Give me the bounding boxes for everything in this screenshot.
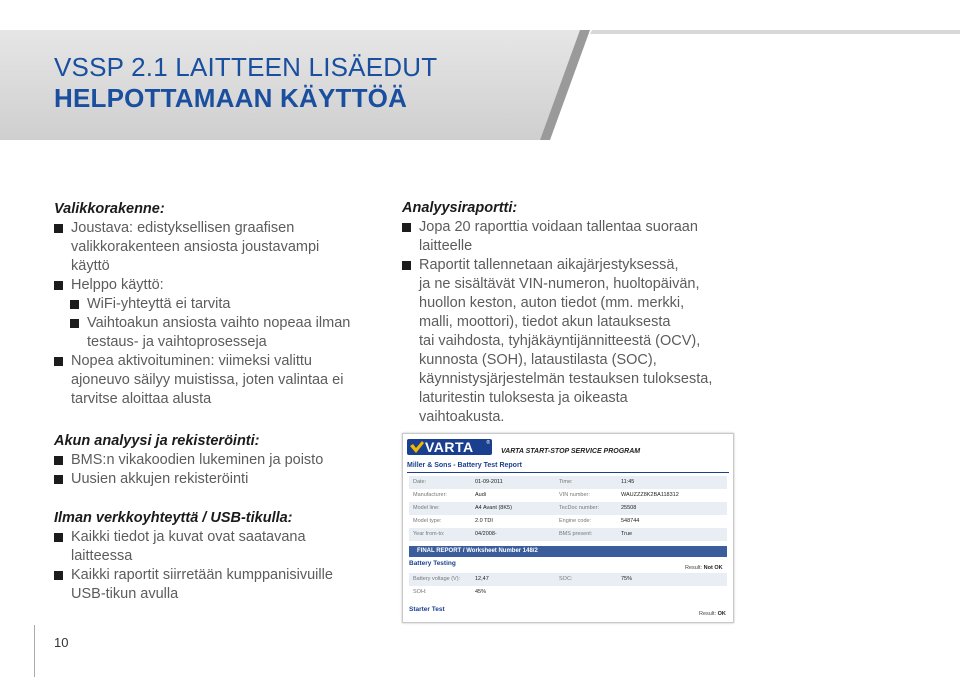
section-analyysiraportti bbox=[402, 199, 752, 427]
bullet-item: Uusien akkujen rekisteröinti bbox=[54, 470, 394, 489]
bullet-square-icon bbox=[54, 224, 63, 233]
varta-check-icon bbox=[410, 441, 424, 453]
starter-test-result: Result: OK bbox=[699, 611, 726, 617]
report-divider bbox=[407, 472, 729, 473]
bullet-item: Raportit tallennetaan aikajärjestyksessä, ja ne sisältävät VIN-numeron, huoltopäivän, huollon keston, auton tiedot (mm. merkki, malli, moottori), tiedot akun latauksesta tai vaihdosta, tyhjäkäyntijännitteestä (OCV), kunnosta (SOH), lataustilasta (SOC), käynnistysjärjestelmän testauksen tuloksesta, laturitestin tuloksesta ja oikeasta vaihtoakusta. bbox=[402, 256, 752, 427]
bullet-item: Jopa 20 raporttia voidaan tallentaa suoraan laitteelle bbox=[402, 218, 752, 256]
bullet-square-icon bbox=[54, 357, 63, 366]
report-program: VARTA START-STOP SERVICE PROGRAM bbox=[501, 448, 641, 455]
section-heading: Ilman verkkoyhteyttä / USB-tikulla: bbox=[54, 510, 293, 526]
table-row: Model type: 2.0 TDI Engine code: 548744 bbox=[413, 518, 640, 524]
section-heading: Valikkorakenne: bbox=[54, 201, 165, 217]
bullet-item: Nopea aktivoituminen: viimeksi valittu ajoneuvo säilyy muistissa, joten valintaa ei tarvitse aloittaa alusta bbox=[54, 352, 394, 409]
bullet-item: BMS:n vikakoodien lukeminen ja poisto bbox=[54, 451, 394, 470]
report-info-grid bbox=[409, 476, 727, 541]
table-row: Manufacturer: Audi VIN number: WAUZZZ8K2BA118312 bbox=[413, 492, 679, 498]
sub-bullet-item: WiFi-yhteyttä ei tarvita bbox=[54, 295, 394, 314]
bullet-square-icon bbox=[54, 475, 63, 484]
bullet-square-icon bbox=[70, 319, 79, 328]
table-row: Date: 01-09-2011 Time: 11:45 bbox=[409, 476, 727, 489]
table-row: Year from-to: 04/2008- BMS present: True bbox=[409, 528, 727, 541]
battery-testing-result: Result: Not OK bbox=[685, 565, 723, 571]
bullet-square-icon bbox=[54, 456, 63, 465]
section-akun-analyysi bbox=[54, 432, 394, 489]
sub-bullet-item: Vaihtoakun ansiosta vaihto nopeaa ilman testaus- ja vaihtoprosesseja bbox=[54, 314, 394, 352]
bullet-item: Joustava: edistyksellisen graafisen valikkorakenteen ansiosta joustavampi käyttö bbox=[54, 219, 394, 276]
bullet-square-icon bbox=[54, 533, 63, 542]
table-row: SOH: 45% bbox=[413, 589, 487, 595]
page-title bbox=[54, 52, 437, 114]
section-valikkorakenne bbox=[54, 200, 394, 409]
starter-test-heading: Starter Test bbox=[409, 606, 445, 613]
section-ilman-verkkoyhteytta bbox=[54, 509, 394, 604]
final-report-bar: FINAL REPORT / Worksheet Number 148/2 bbox=[409, 546, 727, 557]
battery-testing-heading: Battery Testing bbox=[409, 560, 456, 567]
title-line-2: HELPOTTAMAAN KÄYTTÖÄ bbox=[54, 83, 408, 113]
bullet-square-icon bbox=[402, 223, 411, 232]
title-line-1: VSSP 2.1 LAITTEEN LISÄEDUT bbox=[54, 52, 438, 82]
table-row: Model line: A4 Avant (8K5) TecDoc number: 25508 bbox=[409, 502, 727, 515]
bullet-item: Kaikki tiedot ja kuvat ovat saatavana laitteessa bbox=[54, 528, 394, 566]
battery-testing-rows bbox=[409, 573, 727, 599]
bullet-item: Kaikki raportit siirretään kumppanisivuille USB-tikun avulla bbox=[54, 566, 394, 604]
bullet-square-icon bbox=[54, 281, 63, 290]
registered-mark-icon: ® bbox=[486, 440, 490, 446]
varta-logo bbox=[407, 439, 492, 455]
bullet-square-icon bbox=[54, 571, 63, 580]
section-heading: Analyysiraportti: bbox=[402, 200, 518, 216]
bullet-square-icon bbox=[70, 300, 79, 309]
section-heading: Akun analyysi ja rekisteröinti: bbox=[54, 433, 260, 449]
footer-divider bbox=[34, 625, 35, 677]
table-row: Battery voltage (V): 12,47 SOC: 75% bbox=[409, 573, 727, 586]
page-number: 10 bbox=[54, 635, 69, 650]
varta-logo-text: VARTA bbox=[425, 439, 474, 455]
bullet-square-icon bbox=[402, 261, 411, 270]
report-subtitle: Miller & Sons - Battery Test Report bbox=[407, 462, 523, 469]
bullet-item: Helppo käyttö: bbox=[54, 276, 394, 295]
battery-test-report-image bbox=[402, 433, 734, 623]
report-topbar bbox=[403, 434, 733, 461]
